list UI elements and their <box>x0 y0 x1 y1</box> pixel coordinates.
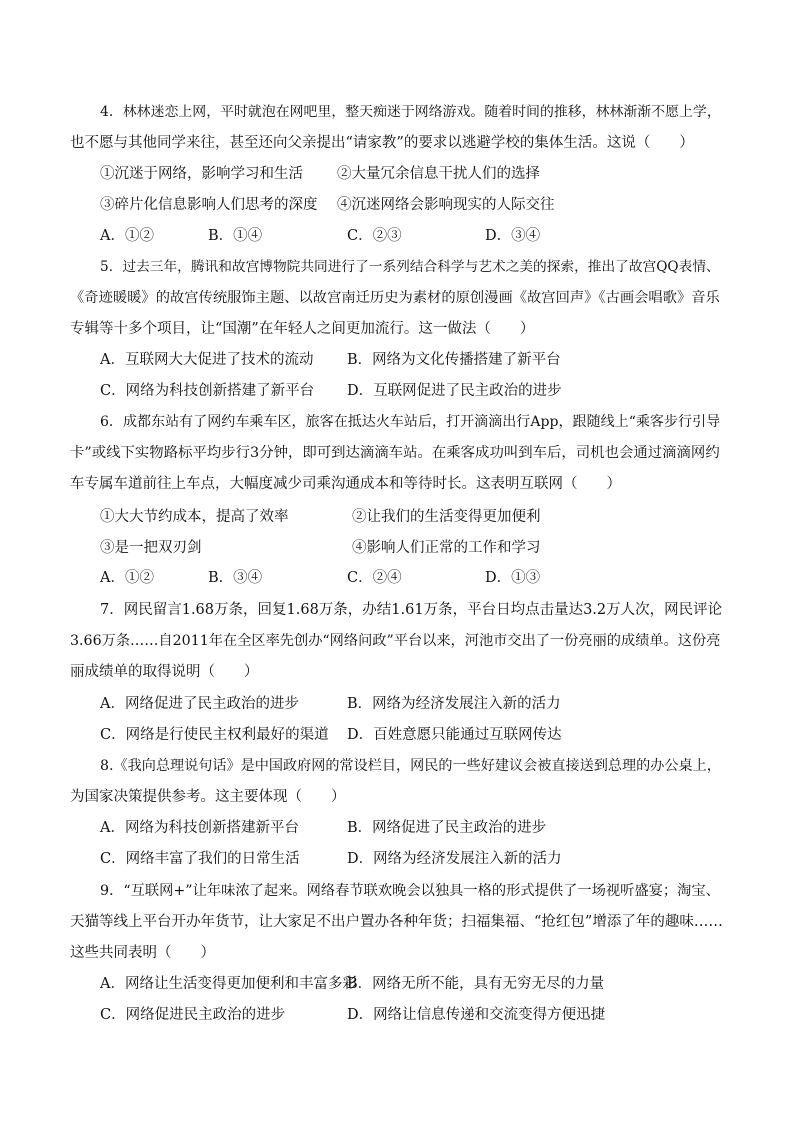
question-6-statement-1: ①大大节约成本，提高了效率 <box>100 509 289 525</box>
question-7-option-a: A．网络促进了民主政治的进步 <box>100 696 299 712</box>
question-7-line-2: 3.66万条……自2011年在全区率先创办“网络问政”平台以来，河池市交出了一份亮丽的成绩单。这份亮 <box>70 633 721 649</box>
question-7-line-3: 丽成绩单的取得说明（ ） <box>70 664 259 680</box>
question-8-line-2: 为国家决策提供参考。这主要体现（ ） <box>70 789 346 805</box>
question-5-option-b: B．网络为文化传播搭建了新平台 <box>347 352 561 368</box>
question-6-line-2: 卡”或线下实物路标平均步行3分钟，即可到达滴滴车站。在乘客成功叫到车后，司机也会通过滴滴网约 <box>70 445 720 461</box>
question-9-line-1: 9．“互联网+”让年味浓了起来。网络春节联欢晚会以独具一格的形式提供了一场视听盛宴；淘宝、 <box>100 883 720 899</box>
question-6-option-a: A．①② <box>100 570 154 586</box>
question-4-statement-3: ③碎片化信息影响人们思考的深度 <box>100 197 318 213</box>
question-6-option-c: C．②④ <box>347 570 402 586</box>
question-8-option-b: B．网络促进了民主政治的进步 <box>347 820 547 836</box>
question-4-line-1: 4．林林迷恋上网，平时就泡在网吧里，整天痴迷于网络游戏。随着时间的推移，林林渐渐不愿上学， <box>100 104 721 120</box>
question-6-statement-2: ②让我们的生活变得更加便利 <box>352 509 541 525</box>
question-5-option-d: D．互联网促进了民主政治的进步 <box>347 383 562 399</box>
question-4-line-2: 也不愿与其他同学来往，甚至还向父亲提出“请家教”的要求以逃避学校的集体生活。这说（ ） <box>70 135 694 151</box>
question-8-option-a: A．网络为科技创新搭建新平台 <box>100 820 299 836</box>
question-6-line-1: 6．成都东站有了网约车乘车区，旅客在抵达火车站后，打开滴滴出行App，跟随线上“乘客步行引导 <box>100 414 721 430</box>
question-5-line-1: 5．过去三年，腾讯和故宫博物院共同进行了一系列结合科学与艺术之美的探索，推出了故宫QQ表情、 <box>100 259 720 275</box>
question-8-option-d: D．网络为经济发展注入新的活力 <box>347 851 562 867</box>
question-8-option-c: C．网络丰富了我们的日常生活 <box>100 851 300 867</box>
question-5-option-a: A．互联网大大促进了技术的流动 <box>100 352 314 368</box>
question-6-option-d: D．①③ <box>485 570 541 586</box>
question-4-statement-1: ①沉迷于网络，影响学习和生活 <box>100 166 303 182</box>
question-9-option-d: D．网络让信息传递和交流变得方便迅捷 <box>347 1007 606 1023</box>
question-4-option-b: B．①④ <box>208 228 263 244</box>
question-9-option-a: A．网络让生活变得更加便利和丰富多彩 <box>100 976 357 992</box>
question-8-line-1: 8.《我向总理说句话》是中国政府网的常设栏目，网民的一些好建议会被直接送到总理的办公桌上， <box>100 758 721 774</box>
question-4-option-c: C．②③ <box>347 228 402 244</box>
question-6-line-3: 车专属车道前往上车点，大幅度减少司乘沟通成本和等待时长。这表明互联网（ ） <box>70 476 621 492</box>
question-4-option-a: A．①② <box>100 228 154 244</box>
question-4-option-d: D．③④ <box>485 228 541 244</box>
question-5-option-c: C．网络为科技创新搭建了新平台 <box>100 383 315 399</box>
question-6-statement-3: ③是一把双刃剑 <box>100 540 202 556</box>
question-5-line-2: 《奇迹暖暖》的故宫传统服饰主题、以故宫南迁历史为素材的原创漫画《故宫回声》《古画会唱歌》音乐 <box>70 290 720 306</box>
question-6-option-b: B．③④ <box>208 570 263 586</box>
question-9-line-3: 这些共同表明（ ） <box>70 945 215 961</box>
question-9-line-2: 天猫等线上平台开办年货节，让大家足不出户置办各种年货；扫福集福、“抢红包”增添了年的趣味…… <box>70 914 723 930</box>
question-4-statement-4: ④沉迷网络会影响现实的人际交往 <box>337 197 555 213</box>
question-9-option-c: C．网络促进民主政治的进步 <box>100 1007 286 1023</box>
question-7-line-1: 7．网民留言1.68万条，回复1.68万条，办结1.61万条，平台日均点击量达3.2万人次，网民评论 <box>100 602 723 618</box>
question-7-option-b: B．网络为经济发展注入新的活力 <box>347 696 561 712</box>
question-7-option-d: D．百姓意愿只能通过互联网传达 <box>347 727 562 743</box>
question-6-statement-4: ④影响人们正常的工作和学习 <box>352 540 541 556</box>
question-9-option-b: B．网络无所不能，具有无穷无尽的力量 <box>347 976 605 992</box>
question-7-option-c: C．网络是行使民主权利最好的渠道 <box>100 727 329 743</box>
question-4-statement-2: ②大量冗余信息干扰人们的选择 <box>337 166 540 182</box>
question-5-line-3: 专辑等十多个项目，让“国潮”在年轻人之间更加流行。这一做法（ ） <box>70 321 535 337</box>
